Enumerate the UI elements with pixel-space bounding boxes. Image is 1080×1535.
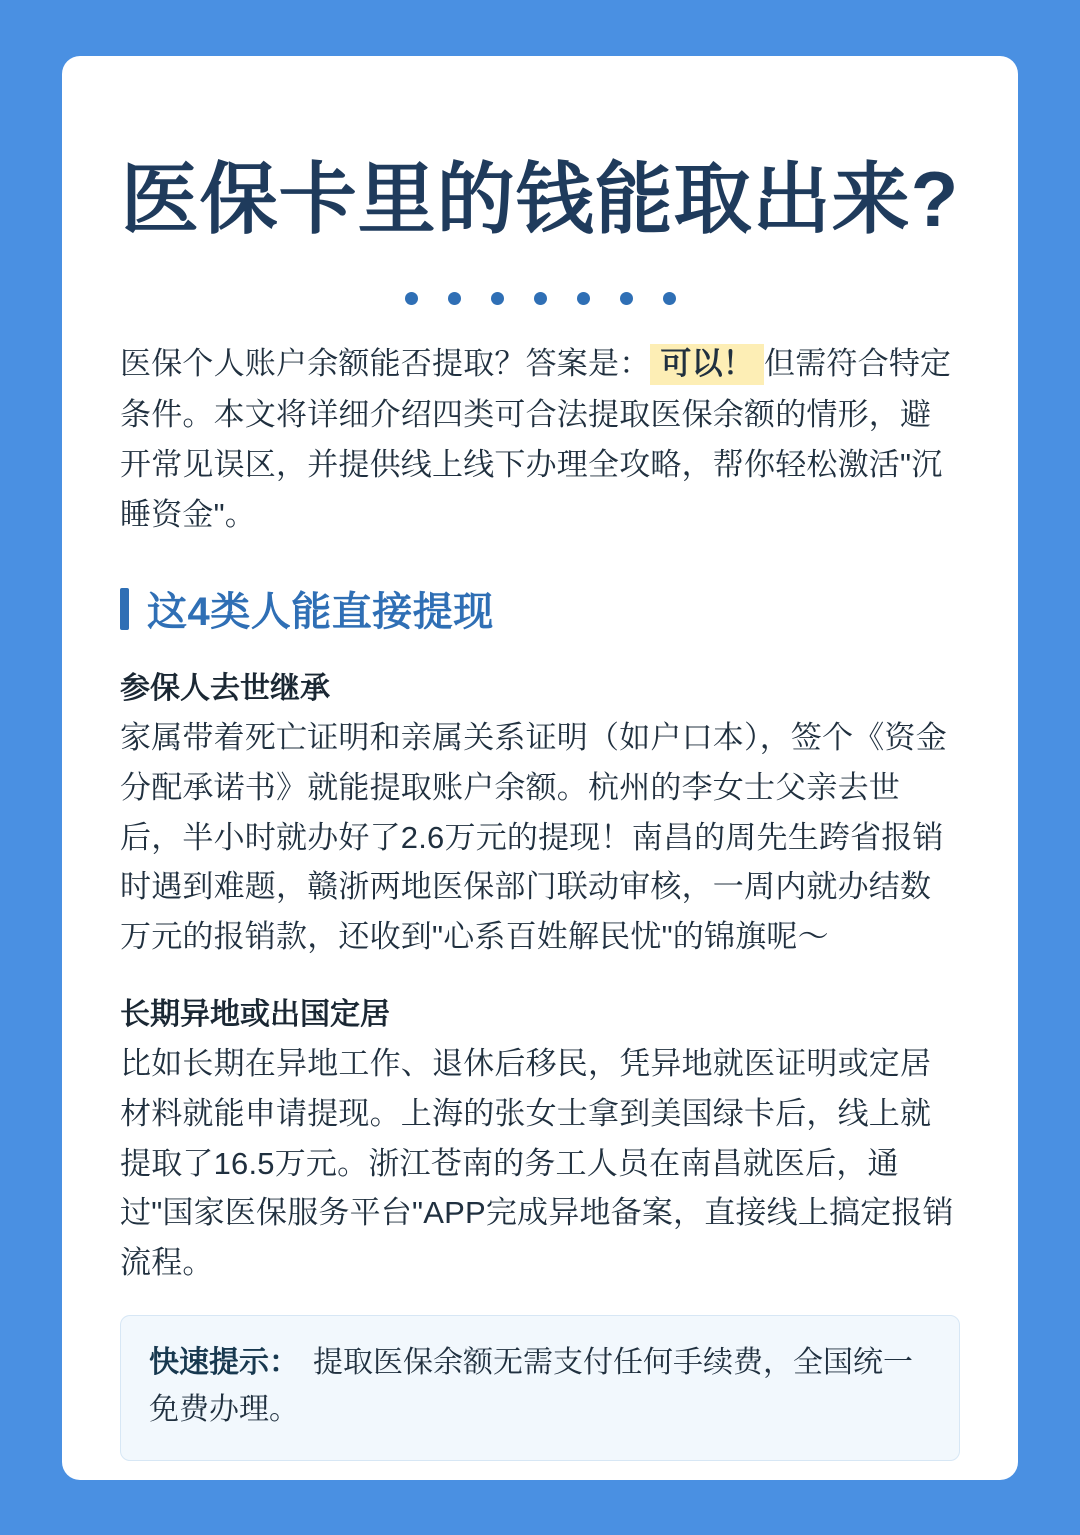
divider-dot [534, 292, 547, 305]
quick-tip-label: 快速提示： [149, 1346, 299, 1380]
content-block [120, 989, 960, 1287]
block-body-text: 家属带着死亡证明和亲属关系证明（如户口本），签个《资金分配承诺书》就能提取账户余额。杭州的李女士父亲去世后，半小时就办好了2.6万元的提现！南昌的周先生跨省报销时遇到难题，赣浙两地医保部门联动审核，一周内就办结数万元的报销款，还收到"心系百姓解民忧"的锦旗呢～ [120, 720, 947, 954]
section-heading [120, 580, 960, 637]
content-block [120, 663, 960, 961]
divider-dot [491, 292, 504, 305]
quick-tip-text: 提取医保余额无需支付任何手续费，全国统一免费办理。 [149, 1346, 913, 1427]
poster-content [62, 56, 1018, 1461]
poster-card [62, 56, 1018, 1480]
block-sub-title: 长期异地或出国定居 [120, 998, 390, 1032]
intro-highlight: 可以！ [650, 344, 764, 385]
dots-divider [120, 292, 960, 305]
divider-dot [577, 292, 590, 305]
block-body-text: 比如长期在异地工作、退休后移民，凭异地就医证明或定居材料就能申请提现。上海的张女士拿到美国绿卡后，线上就提取了16.5万元。浙江苍南的务工人员在南昌就医后，通过"国家医保服务平台"APP完成异地备案，直接线上搞定报销流程。 [120, 1046, 954, 1280]
intro-paragraph [120, 339, 960, 540]
intro-text-part1: 医保个人账户余额能否提取？答案是： [120, 346, 651, 382]
divider-dot [448, 292, 461, 305]
divider-dot [620, 292, 633, 305]
section-heading-label: 这4类人能直接提现 [147, 590, 494, 635]
section-accent-bar [120, 588, 129, 630]
divider-dot [663, 292, 676, 305]
quick-tip-box [120, 1315, 960, 1461]
block-sub-title: 参保人去世继承 [120, 672, 330, 706]
page-title: 医保卡里的钱能取出来? [120, 155, 960, 243]
divider-dot [405, 292, 418, 305]
intro-text-part2: 但需符合特定条件。本文将详细介绍四类可合法提取医保余额的情形，避开常见误区，并提供线上线下办理全攻略，帮你轻松激活"沉睡资金"。 [120, 346, 952, 533]
